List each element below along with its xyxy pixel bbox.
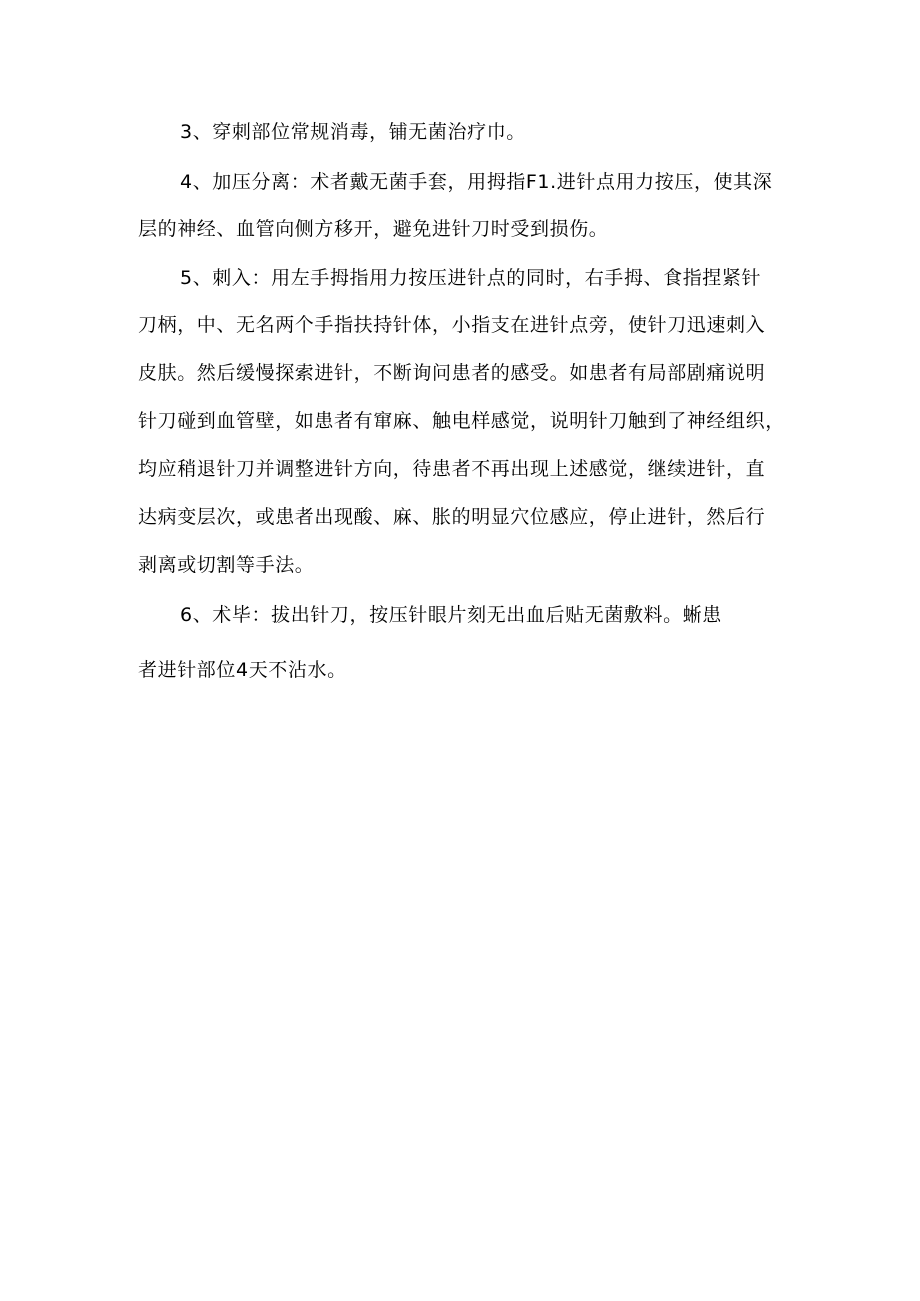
step-6-line-2: 者进针部位4天不沾水。 [138, 659, 347, 681]
step-5-line-3: 皮肤。然后缓慢探索进针，不断询问患者的感受。如患者有局部剧痛说明 [138, 362, 766, 384]
step-6-line-1: 6、术毕：拔出针刀，按压针眼片刻无出血后贴无菌敷料。蜥患 [180, 604, 722, 626]
step-5-line-1: 5、刺入：用左手拇指用力按压进针点的同时，右手拇、食指捏紧针 [180, 267, 762, 289]
step-5-line-7: 剥离或切割等手法。 [138, 554, 315, 576]
step-4-line-2: 层的神经、血管向侧方移开，避免进针刀时受到损伤。 [138, 218, 609, 240]
step-5-line-2: 刀柄，中、无名两个手指扶持针体，小指支在进针点旁，使针刀迅速刺入 [138, 314, 766, 336]
step-5-line-6: 达病变层次，或患者出现酸、麻、胀的明显穴位感应，停止进针，然后行 [138, 506, 766, 528]
step-5-line-4: 针刀碰到血管壁，如患者有窜麻、触电样感觉，说明针刀触到了神经组织， [138, 410, 785, 432]
step-4-line-1: 4、加压分离：术者戴无菌手套，用拇指F1.进针点用力按压，使其深 [180, 171, 773, 193]
step-5-line-5: 均应稍退针刀并调整进针方向，待患者不再出现上述感觉，继续进针，直 [138, 458, 766, 480]
step-3-line-1: 3、穿刺部位常规消毒，铺无菌治疗巾。 [180, 121, 526, 143]
